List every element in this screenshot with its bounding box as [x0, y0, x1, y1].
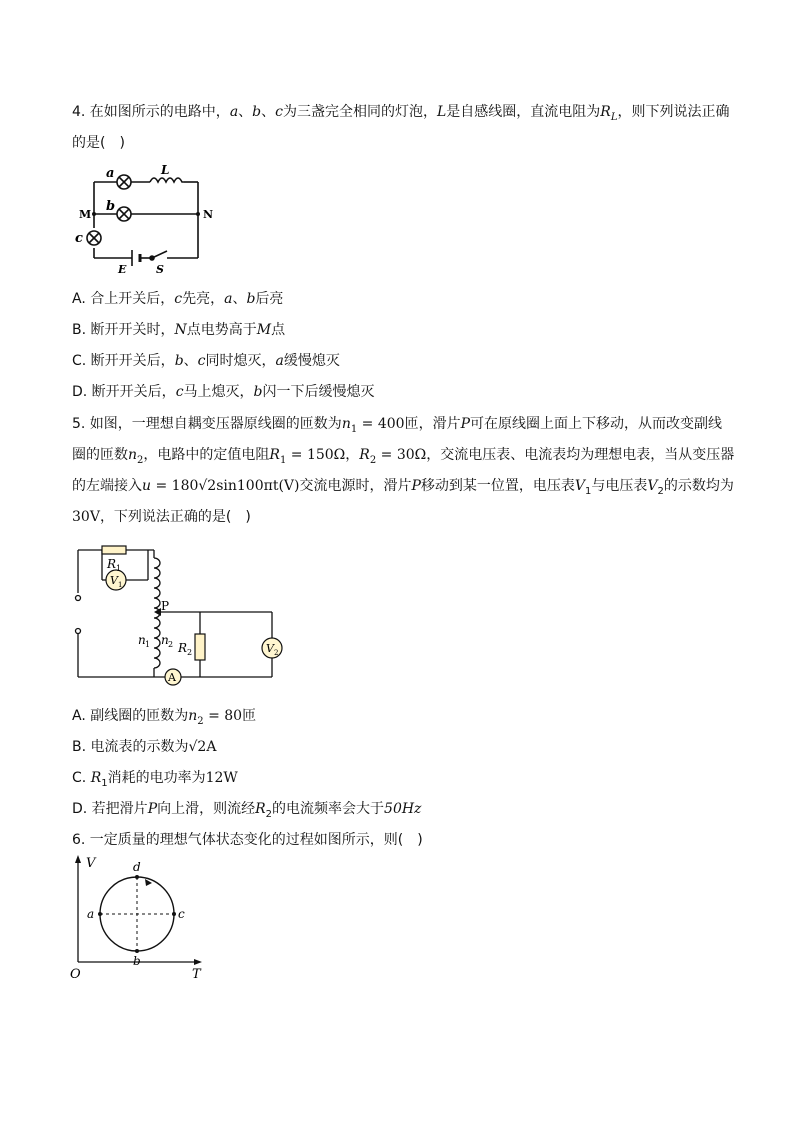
var-c: c	[175, 384, 184, 400]
var-c: c	[197, 353, 206, 369]
var-n: n	[188, 708, 198, 724]
n2-label-sub: 2	[168, 640, 174, 649]
opt-text: 、	[232, 291, 247, 307]
point-b	[135, 949, 139, 953]
point-a	[98, 912, 102, 916]
math-value: 50Hz	[384, 801, 422, 817]
label-S: S	[156, 263, 164, 276]
q5-option-c	[72, 768, 238, 794]
q5-text: ，交流电压表、电流表均为理想电表，当从变压器	[426, 447, 735, 463]
math-value: = 400	[357, 416, 405, 432]
opt-text: B. 电流表的示数为	[72, 739, 189, 755]
var-R: R	[359, 447, 370, 463]
lamp-a-icon	[117, 175, 131, 189]
label-N: N	[203, 208, 214, 221]
q5-text: 与电压表	[591, 478, 648, 494]
p-label: P	[161, 599, 170, 613]
v2-label-sub: 2	[274, 649, 279, 657]
q4-option-c	[72, 351, 340, 371]
q4-stem-text: 的是( )	[72, 135, 125, 151]
var-sub: 1	[585, 485, 592, 497]
opt-text: 点电势高于	[186, 322, 257, 338]
opt-text: B. 断开开关时，	[72, 322, 175, 338]
math-value: 12W	[205, 770, 238, 786]
q4-stem-text: 4. 在如图所示的电路中，	[72, 104, 230, 120]
label-b: b	[106, 199, 116, 214]
var-c: c	[174, 291, 183, 307]
var-c: c	[275, 104, 283, 120]
var-N: N	[174, 322, 187, 338]
var-b: b	[174, 353, 184, 369]
var-L: L	[436, 104, 447, 120]
var-R: R	[255, 801, 266, 817]
var-u: u	[142, 478, 152, 494]
q5-text: 匝，滑片	[404, 416, 461, 432]
n1-label: n	[138, 633, 146, 647]
resistor-r1	[102, 546, 126, 554]
opt-text: 匝	[242, 708, 257, 724]
var-V: V	[574, 478, 586, 494]
q6-text: 6. 一定质量的理想气体状态变化的过程如图所示，则( )	[72, 832, 423, 848]
q6-stem	[72, 830, 423, 850]
var-P: P	[460, 416, 470, 432]
opt-text: 缓慢熄灭	[283, 353, 340, 369]
q4-stem-line2	[72, 133, 125, 153]
lamp-b-icon	[117, 207, 131, 221]
math-value: = 30Ω	[376, 447, 427, 463]
var-a: a	[224, 291, 233, 307]
label-c: c	[178, 907, 185, 921]
label-E: E	[118, 263, 127, 276]
q5-text: 的示数均为	[663, 478, 734, 494]
q5-stem-line2	[72, 445, 734, 471]
r1-label-sub: 1	[116, 564, 122, 573]
var-R: R	[90, 770, 102, 786]
label-c: c	[75, 231, 83, 246]
v1-label: V	[110, 574, 118, 587]
q5-transformer-figure	[70, 540, 280, 690]
q5-text: ，	[345, 447, 360, 463]
label-a: a	[106, 166, 115, 181]
opt-text: 向上滑，则流经	[157, 801, 256, 817]
var-P: P	[411, 478, 421, 494]
q5-option-d	[72, 799, 421, 825]
var-P: P	[147, 801, 158, 817]
terminal	[76, 596, 81, 601]
sep: 、	[261, 104, 276, 120]
q5-text: ，电路中的定值电阻	[143, 447, 270, 463]
opt-text: 消耗的电功率为	[107, 770, 206, 786]
var-a: a	[229, 104, 239, 120]
opt-text: C.	[72, 770, 91, 786]
q5-text: 可在原线圈上面上下移动，从而改变副线	[470, 416, 722, 432]
resistor-r2	[195, 634, 205, 660]
v2-label: V	[266, 642, 274, 655]
t-axis-label: T	[192, 967, 201, 982]
var-V: V	[647, 478, 658, 494]
opt-text: 、	[183, 353, 198, 369]
opt-text: D. 断开开关后，	[72, 384, 176, 400]
n1-label-sub: 1	[145, 640, 151, 649]
q4-circuit-figure	[70, 160, 220, 280]
switch-icon	[150, 251, 167, 260]
q5-stem-line1	[72, 414, 722, 440]
opt-text: A. 副线圈的匝数为	[72, 708, 189, 724]
math-sqrt: √2	[198, 478, 217, 494]
math-value: = 180	[151, 478, 199, 494]
q4-option-d	[72, 382, 375, 402]
inductor-coil	[150, 178, 184, 182]
label-b: b	[133, 954, 141, 968]
var-sub: L	[610, 111, 618, 123]
q4-stem-text: ，则下列说法正确	[617, 104, 730, 120]
point-d	[135, 875, 139, 879]
q4-option-b	[72, 320, 285, 340]
q5-text: 5. 如图，一理想自耦变压器原线圈的匝数为	[72, 416, 342, 432]
sep: 、	[238, 104, 253, 120]
opt-text: 的电流频率会大于	[272, 801, 385, 817]
v1-label-sub: 1	[118, 581, 123, 589]
junction-N	[196, 212, 200, 216]
var-R: R	[269, 447, 280, 463]
opt-text: 同时熄灭，	[205, 353, 276, 369]
q5-text: 圈的匝数	[72, 447, 128, 463]
r2-label: R	[178, 641, 188, 655]
opt-text: D. 若把滑片	[72, 801, 148, 817]
opt-text: 点	[271, 322, 286, 338]
q5-option-b	[72, 737, 216, 757]
var-sub: 2	[369, 454, 377, 466]
label-a: a	[87, 907, 95, 921]
math-value: = 80	[203, 708, 243, 724]
q5-text: 的左端接入	[72, 478, 142, 494]
arrow-up-icon	[75, 855, 81, 863]
var-b: b	[253, 384, 263, 400]
math-value: 30V	[72, 509, 100, 525]
opt-text: 先亮，	[182, 291, 225, 307]
point-c	[172, 912, 176, 916]
arrow-right-icon	[194, 959, 202, 965]
q6-vt-diagram	[66, 852, 216, 982]
math-value: √2A	[188, 739, 217, 755]
junction-M	[92, 212, 96, 216]
var-a: a	[275, 353, 284, 369]
q4-stem-text: 为三盏完全相同的灯泡，	[282, 104, 437, 120]
q5-text: 移动到某一位置，电压表	[420, 478, 575, 494]
q4-stem-text: 是自感线圈，直流电阻为	[446, 104, 601, 120]
battery-icon	[132, 250, 140, 266]
math-value: = 150Ω	[286, 447, 346, 463]
var-sub: 2	[265, 808, 273, 820]
v-axis-label: V	[86, 856, 96, 871]
var-b: b	[246, 291, 256, 307]
lamp-c-icon	[87, 231, 101, 245]
opt-text: 后亮	[255, 291, 284, 307]
var-n: n	[128, 447, 138, 463]
terminal	[76, 629, 81, 634]
r1-label: R	[107, 557, 117, 571]
q5-stem-line4	[72, 507, 251, 527]
var-M: M	[256, 322, 272, 338]
q5-stem-line3	[72, 476, 734, 502]
q5-text: ，下列说法正确的是( )	[99, 509, 251, 525]
label-d: d	[133, 860, 141, 874]
opt-text: A. 合上开关后，	[72, 291, 175, 307]
opt-text: 闪一下后缓慢熄灭	[262, 384, 375, 400]
r2-label-sub: 2	[187, 648, 193, 657]
opt-text: C. 断开开关后，	[72, 353, 175, 369]
var-sub: 1	[101, 777, 108, 789]
q4-option-a	[72, 289, 283, 309]
label-L: L	[161, 163, 170, 177]
n2-label: n	[161, 633, 169, 647]
origin-label: O	[70, 967, 81, 982]
q5-text: 交流电源时，滑片	[299, 478, 412, 494]
var-R: R	[600, 104, 611, 120]
opt-text: 马上熄灭，	[183, 384, 254, 400]
math-value: sin100πt(V)	[216, 478, 300, 494]
label-M: M	[79, 208, 92, 221]
var-sub: 1	[279, 454, 287, 466]
var-b: b	[252, 104, 262, 120]
q5-option-a	[72, 706, 256, 732]
q4-stem-line1	[72, 102, 729, 128]
ammeter-label: A	[168, 671, 176, 684]
var-n: n	[341, 416, 351, 432]
var-sub: 2	[657, 485, 664, 497]
var-sub: 1	[350, 423, 358, 435]
var-sub: 2	[137, 454, 144, 466]
var-sub: 2	[197, 715, 204, 727]
